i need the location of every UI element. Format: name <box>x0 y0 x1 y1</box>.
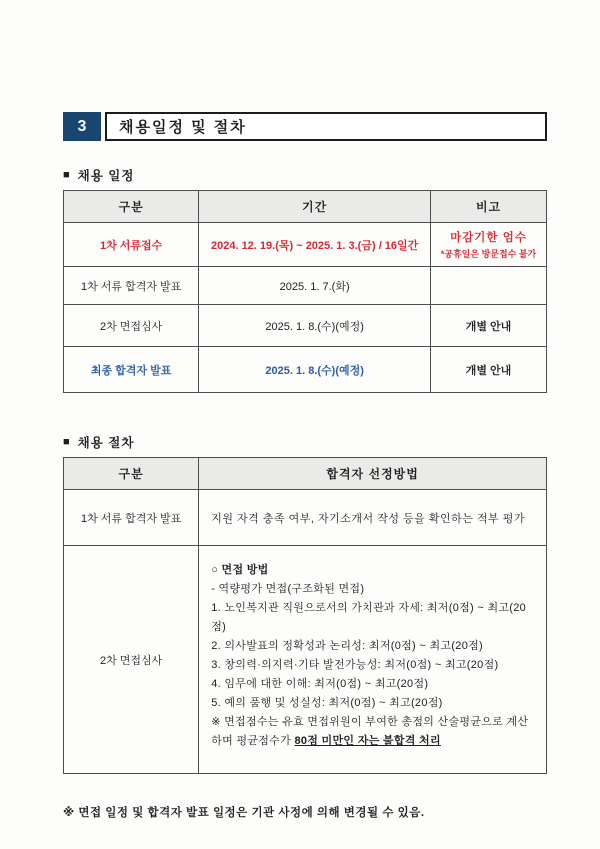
col-header-note: 비고 <box>431 191 547 223</box>
cell-category: 2차 면접심사 <box>64 305 199 347</box>
cell-interview-detail <box>199 546 547 774</box>
cell-category: 최종 합격자 발표 <box>64 347 199 393</box>
interview-method-line: 1. 노인복지관 직원으로서의 가치관과 자세: 최저(0점) ~ 최고(20점) <box>211 602 527 633</box>
section-number-badge: 3 <box>63 112 101 141</box>
procedure-table <box>63 457 547 774</box>
square-bullet-icon: ■ <box>63 169 71 181</box>
interview-method-title: ○ 면접 방법 <box>211 564 269 576</box>
cell-note <box>431 267 547 305</box>
cell-note: 개별 안내 <box>431 347 547 393</box>
table-row <box>64 223 547 267</box>
cell-period: 2025. 1. 8.(수)(예정) <box>199 347 431 393</box>
deadline-note: 마감기한 엄수 <box>450 232 527 244</box>
deadline-subnote: *공휴일은 방문접수 불가 <box>440 249 537 259</box>
cell-category: 1차 서류접수 <box>64 223 199 267</box>
procedure-section-label <box>63 433 547 451</box>
procedure-section-label-text: 채용 절차 <box>77 436 135 450</box>
schedule-section-label-text: 채용 일정 <box>77 169 135 183</box>
interview-method-line: 5. 예의 품행 및 성실성: 최저(0점) ~ 최고(20점) <box>211 697 443 709</box>
interview-score-note <box>211 713 536 751</box>
table-header-row <box>64 458 547 490</box>
cell-note <box>431 223 547 267</box>
score-note-emphasis: 80점 미만인 자는 불합격 처리 <box>294 735 441 747</box>
interview-method-line: 3. 창의력·의지력·기타 발전가능성: 최저(0점) ~ 최고(20점) <box>211 659 499 671</box>
col-header-category: 구분 <box>64 191 199 223</box>
square-bullet-icon: ■ <box>63 436 71 448</box>
cell-period: 2024. 12. 19.(목) ~ 2025. 1. 3.(금) / 16일간 <box>199 223 431 267</box>
cell-period: 2025. 1. 8.(수)(예정) <box>199 305 431 347</box>
interview-method-line: 2. 의사발표의 정확성과 논리성: 최저(0점) ~ 최고(20점) <box>211 640 483 652</box>
score-note-prefix: ※ 면접점수는 유효 면접위원이 부여한 총점의 산술평균으로 계산하며 평균점수가 <box>211 716 529 747</box>
interview-method-line: 4. 임무에 대한 이해: 최저(0점) ~ 최고(20점) <box>211 678 429 690</box>
schedule-table <box>63 190 547 393</box>
schedule-section-label <box>63 166 547 184</box>
cell-category: 2차 면접심사 <box>64 546 199 774</box>
table-row <box>64 546 547 774</box>
cell-category: 1차 서류 합격자 발표 <box>64 267 199 305</box>
interview-method-line: - 역량평가 면접(구조화된 면접) <box>211 583 365 595</box>
page-title: 채용일정 및 절차 <box>105 112 547 141</box>
table-row <box>64 347 547 393</box>
footnote: ※ 면접 일정 및 합격자 발표 일정은 기관 사정에 의해 변경될 수 있음. <box>63 807 425 819</box>
table-row <box>64 305 547 347</box>
col-header-method: 합격자 선정방법 <box>199 458 547 490</box>
table-row <box>64 490 547 546</box>
cell-note: 개별 안내 <box>431 305 547 347</box>
table-header-row <box>64 191 547 223</box>
table-row <box>64 267 547 305</box>
cell-period: 2025. 1. 7.(화) <box>199 267 431 305</box>
section-header <box>63 112 547 141</box>
col-header-period: 기간 <box>199 191 431 223</box>
cell-category: 1차 서류 합격자 발표 <box>64 490 199 546</box>
col-header-category: 구분 <box>64 458 199 490</box>
cell-method: 지원 자격 충족 여부, 자기소개서 작성 등을 확인하는 적부 평가 <box>199 490 547 546</box>
